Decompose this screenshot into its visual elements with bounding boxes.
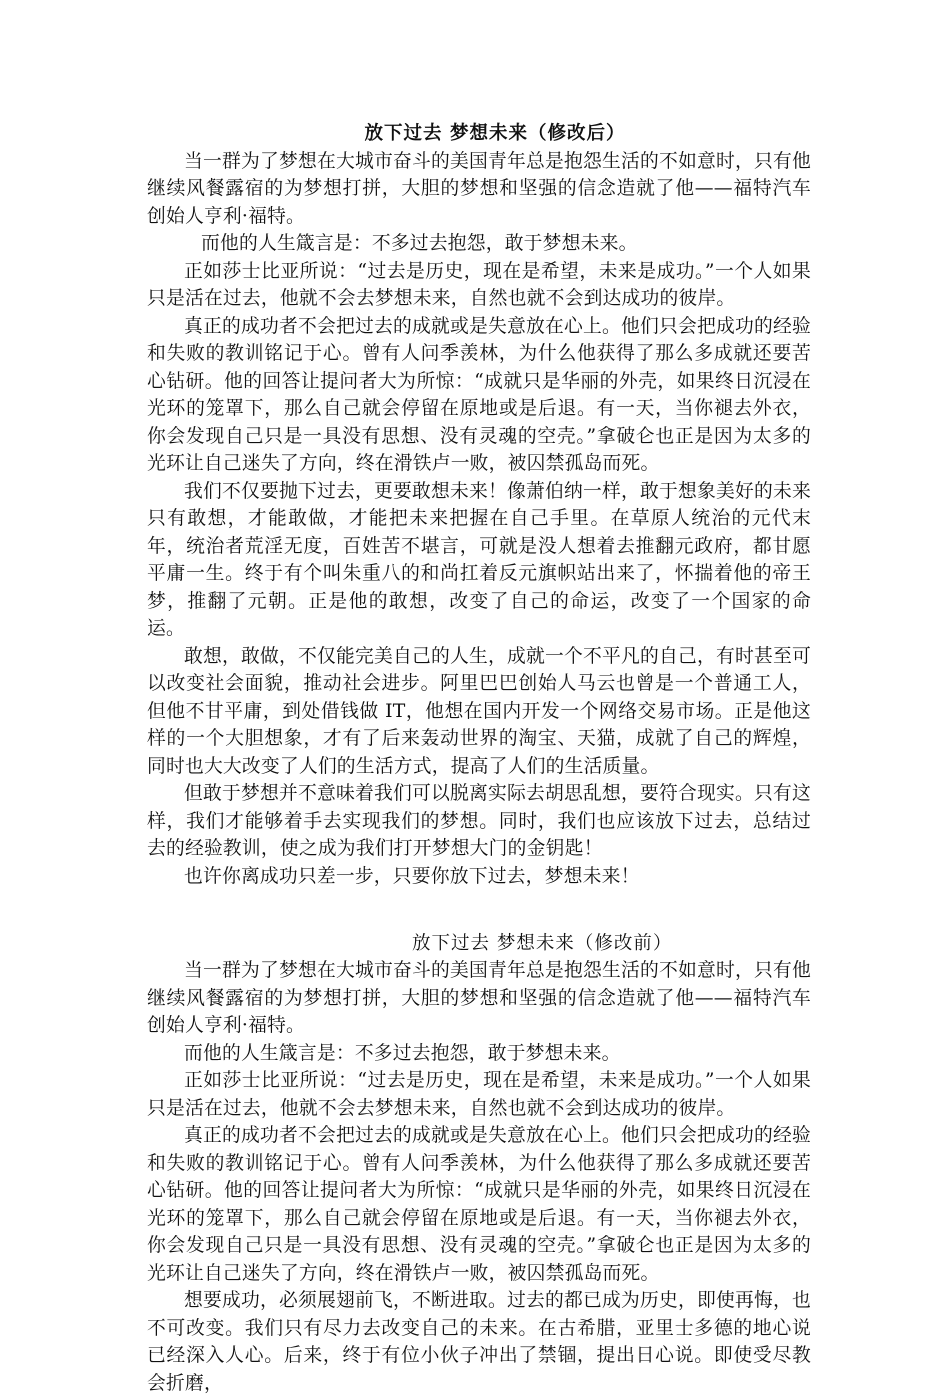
section-gap <box>147 890 811 918</box>
original-paragraph-2: 而他的人生箴言是：不多过去抱怨，敢于梦想未来。 <box>147 1040 811 1068</box>
revised-paragraph-8: 也许你离成功只差一步，只要你放下过去，梦想未来！ <box>147 863 811 891</box>
original-paragraph-3: 正如莎士比亚所说：“过去是历史，现在是希望，未来是成功。”一个人如果只是活在过去，他就不会去梦想未来，自然也就不会到达成功的彼岸。 <box>147 1067 811 1122</box>
original-paragraph-4: 真正的成功者不会把过去的成就或是失意放在心上。他们只会把成功的经验和失败的教训铭记于心。曾有人问季羡林，为什么他获得了那么多成就还要苦心钻研。他的回答让提问者大为所惊：“成就只是华丽的外壳，如果终日沉浸在光环的笼罩下，那么自己就会停留在原地或是后退。有一天，当你褪去外衣，你会发现自己只是一具没有思想、没有灵魂的空壳。”拿破仑也正是因为太多的光环让自己迷失了方向，终在滑铁卢一败，被囚禁孤岛而死。 <box>147 1122 811 1287</box>
revised-paragraph-4: 真正的成功者不会把过去的成就或是失意放在心上。他们只会把成功的经验和失败的教训铭记于心。曾有人问季羡林，为什么他获得了那么多成就还要苦心钻研。他的回答让提问者大为所惊：“成就只是华丽的外壳，如果终日沉浸在光环的笼罩下，那么自己就会停留在原地或是后退。有一天，当你褪去外衣，你会发现自己只是一具没有思想、没有灵魂的空壳。”拿破仑也正是因为太多的光环让自己迷失了方向，终在滑铁卢一败，被囚禁孤岛而死。 <box>147 313 811 478</box>
original-title: 放下过去 梦想未来（修改前） <box>147 930 811 958</box>
revised-paragraph-7: 但敢于梦想并不意味着我们可以脱离实际去胡思乱想，要符合现实。只有这样，我们才能够着手去实现我们的梦想。同时，我们也应该放下过去，总结过去的经验教训，使之成为我们打开梦想大门的金钥匙！ <box>147 780 811 863</box>
document-page <box>147 120 811 1397</box>
revised-paragraph-5: 我们不仅要抛下过去，更要敢想未来！像萧伯纳一样，敢于想象美好的未来只有敢想，才能敢做，才能把未来把握在自己手里。在草原人统治的元代末年，统治者荒淫无度，百姓苦不堪言，可就是没人想着去推翻元政府，都甘愿平庸一生。终于有个叫朱重八的和尚扛着反元旗帜站出来了，怀揣着他的帝王梦，推翻了元朝。正是他的敢想，改变了自己的命运，改变了一个国家的命运。 <box>147 478 811 643</box>
revised-paragraph-2: 而他的人生箴言是：不多过去抱怨，敢于梦想未来。 <box>147 230 811 258</box>
original-essay <box>147 930 811 1397</box>
revised-essay <box>147 120 811 890</box>
original-paragraph-5: 想要成功，必须展翅前飞，不断进取。过去的都已成为历史，即使再悔，也不可改变。我们只有尽力去改变自己的未来。在古希腊，亚里士多德的地心说已经深入人心。后来，终于有位小伙子冲出了禁锢，提出日心说。即使受尽教会折磨， <box>147 1287 811 1397</box>
original-paragraph-1: 当一群为了梦想在大城市奋斗的美国青年总是抱怨生活的不如意时，只有他继续风餐露宿的为梦想打拼，大胆的梦想和坚强的信念造就了他——福特汽车创始人亨利·福特。 <box>147 957 811 1040</box>
revised-paragraph-1: 当一群为了梦想在大城市奋斗的美国青年总是抱怨生活的不如意时，只有他继续风餐露宿的为梦想打拼，大胆的梦想和坚强的信念造就了他——福特汽车创始人亨利·福特。 <box>147 148 811 231</box>
revised-title: 放下过去 梦想未来（修改后） <box>147 120 811 148</box>
revised-paragraph-3: 正如莎士比亚所说：“过去是历史，现在是希望，未来是成功。”一个人如果只是活在过去，他就不会去梦想未来，自然也就不会到达成功的彼岸。 <box>147 258 811 313</box>
revised-paragraph-6: 敢想，敢做，不仅能完美自己的人生，成就一个不平凡的自己，有时甚至可以改变社会面貌，推动社会进步。阿里巴巴创始人马云也曾是一个普通工人，但他不甘平庸，到处借钱做 IT，他想在国内开发一个网络交易市场。正是他这样的一个大胆想象，才有了后来轰动世界的淘宝、天猫，成就了自己的辉煌，同时也大大改变了人们的生活方式，提高了人们的生活质量。 <box>147 643 811 781</box>
